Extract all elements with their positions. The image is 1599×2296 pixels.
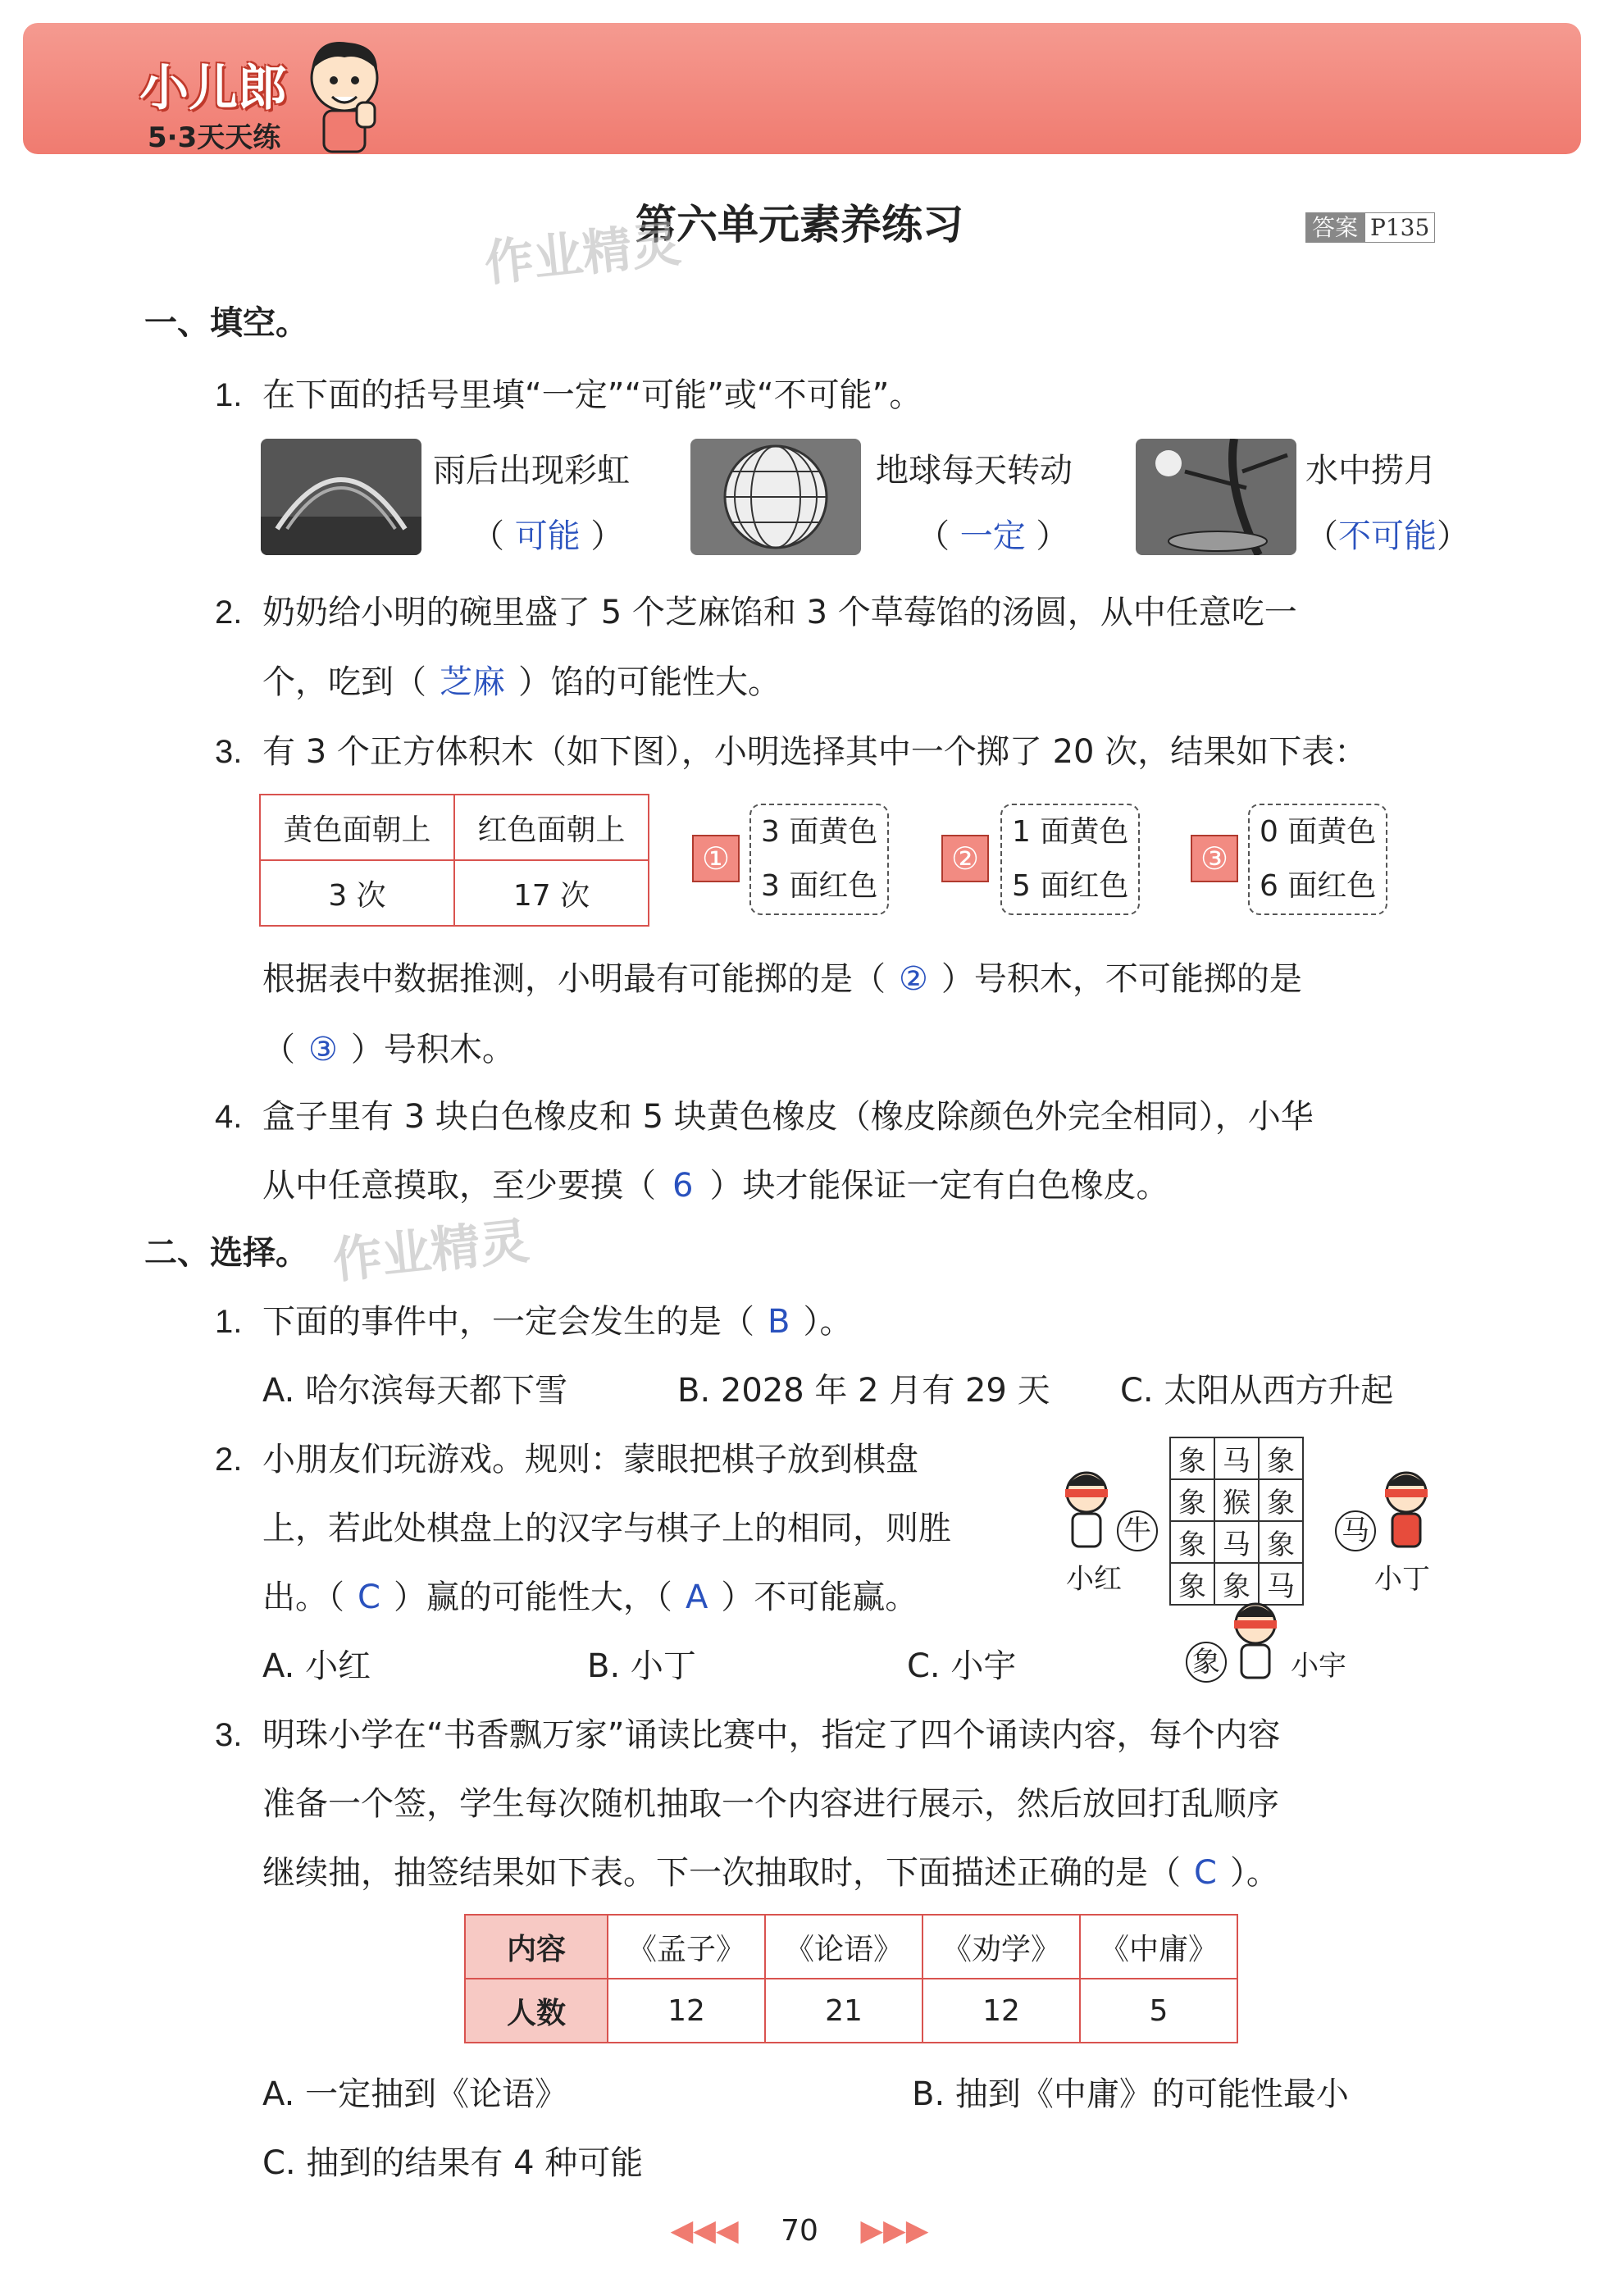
q1-item1-answer-line: （ 可能 ） — [472, 517, 624, 555]
answer-page: P135 — [1364, 212, 1435, 243]
q1-item3-answer-line: （不可能） — [1305, 517, 1469, 555]
q1-item2-answer-line: （ 一定 ） — [917, 517, 1069, 555]
s1-q3-text: 3. 有 3 个正方体积木（如下图），小明选择其中一个掷了 20 次，结果如下表： — [215, 733, 1368, 771]
game-board — [1169, 1437, 1304, 1606]
board-cell: 马 — [1214, 1437, 1259, 1479]
board-cell: 马 — [1214, 1521, 1259, 1563]
s2-q3-line3: 继续抽，抽签结果如下表。下一次抽取时，下面描述正确的是（ C ）。 — [262, 1854, 1279, 1892]
brand-logo: 小儿郎 — [139, 60, 287, 117]
player-piece: 马 — [1335, 1510, 1376, 1551]
blindfolded-kid-icon — [1227, 1599, 1284, 1681]
q1-item3-caption: 水中捞月 — [1305, 452, 1437, 490]
s1-q2-line1: 2. 奶奶给小明的碗里盛了 5 个芝麻馅和 3 个草莓馅的汤圆，从中任意吃一 — [215, 594, 1297, 631]
s2-q1-option-a: A. 哈尔滨每天都下雪 — [262, 1372, 568, 1410]
board-cell: 马 — [1259, 1563, 1303, 1605]
page-number: 70 — [781, 2214, 818, 2248]
s2-q2-option-c: C. 小宇 — [907, 1647, 1017, 1685]
moon-in-water-photo-icon — [1136, 439, 1296, 555]
cube-2-icon: ② — [941, 835, 989, 882]
table-cell: 5 — [1080, 1979, 1237, 2043]
table-header: 人数 — [465, 1979, 608, 2043]
s1-q3-answer1: ② — [899, 960, 928, 998]
table-header: 内容 — [465, 1915, 608, 1979]
board-cell: 象 — [1170, 1563, 1214, 1605]
globe-photo-icon — [690, 439, 861, 555]
s1-q3-line1: 根据表中数据推测，小明最有可能掷的是（ ② ）号积木，不可能掷的是 — [262, 960, 1302, 998]
s2-q1-answer: B — [768, 1303, 790, 1341]
table-header: 《中庸》 — [1080, 1915, 1237, 1979]
s2-q3-answer: C — [1194, 1854, 1217, 1892]
s2-q3-line2: 准备一个签，学生每次随机抽取一个内容进行展示，然后放回打乱顺序 — [262, 1785, 1279, 1823]
s1-q1-text: 1. 在下面的括号里填“一定”“可能”或“不可能”。 — [215, 376, 922, 414]
table-header: 红色面朝上 — [454, 795, 649, 860]
s2-q1-option-b: B. 2028 年 2 月有 29 天 — [677, 1372, 1050, 1410]
blindfolded-kid-icon — [1058, 1468, 1115, 1550]
table-cell: 3 次 — [260, 860, 454, 926]
s2-q2-answer1: C — [358, 1578, 380, 1616]
player-name: 小丁 — [1374, 1563, 1430, 1596]
s1-q4-line1: 4. 盒子里有 3 块白色橡皮和 5 块黄色橡皮（橡皮除颜色外完全相同），小华 — [215, 1098, 1314, 1136]
board-cell: 象 — [1170, 1521, 1214, 1563]
s2-q2-line1: 2. 小朋友们玩游戏。规则：蒙眼把棋子放到棋盘 — [215, 1441, 918, 1478]
board-cell: 象 — [1259, 1521, 1303, 1563]
s2-q2-line2: 上，若此处棋盘上的汉字与棋子上的相同，则胜 — [262, 1510, 951, 1547]
player-piece: 象 — [1186, 1642, 1227, 1683]
page-footer — [0, 2214, 1599, 2248]
s2-q3-option-a: A. 一定抽到《论语》 — [262, 2075, 568, 2113]
dice-result-table — [259, 794, 649, 927]
board-cell: 象 — [1259, 1437, 1303, 1479]
s2-q3-option-b: B. 抽到《中庸》的可能性最小 — [912, 2075, 1349, 2113]
table-cell: 17 次 — [454, 860, 649, 926]
board-cell: 象 — [1214, 1563, 1259, 1605]
q1-item1-caption: 雨后出现彩虹 — [433, 452, 630, 490]
board-cell: 象 — [1170, 1479, 1214, 1521]
cube-3-icon: ③ — [1191, 835, 1238, 882]
board-cell: 猴 — [1214, 1479, 1259, 1521]
blindfolded-kid-icon — [1378, 1468, 1435, 1550]
q1-item2-caption: 地球每天转动 — [876, 452, 1073, 490]
player-name: 小宇 — [1291, 1650, 1346, 1683]
s1-q2-answer: 芝麻 — [440, 663, 505, 701]
table-cell: 12 — [608, 1979, 765, 2043]
s2-q1-text: 1. 下面的事件中，一定会发生的是（ B ）。 — [215, 1303, 853, 1341]
s2-q2-option-b: B. 小丁 — [587, 1647, 696, 1685]
s1-q4-line2: 从中任意摸取，至少要摸（ 6 ）块才能保证一定有白色橡皮。 — [262, 1167, 1169, 1205]
table-cell: 21 — [765, 1979, 922, 2043]
brand-series: 5·3天天练 — [148, 121, 281, 154]
next-arrows-icon: ▶▶▶ — [860, 2214, 929, 2248]
s2-q2-line3: 出。（ C ）赢的可能性大，（ A ）不可能赢。 — [262, 1578, 918, 1616]
s2-q1-option-c: C. 太阳从西方升起 — [1120, 1372, 1394, 1410]
table-cell: 12 — [922, 1979, 1080, 2043]
prev-arrows-icon: ◀◀◀ — [670, 2214, 739, 2248]
table-header: 黄色面朝上 — [260, 795, 454, 860]
s1-q2-line2: 个，吃到（ 芝麻 ）馅的可能性大。 — [262, 663, 781, 701]
s1-q4-answer: 6 — [672, 1167, 694, 1205]
section2-heading: 二、选择。 — [144, 1234, 308, 1272]
cube-3-desc: 0 面黄色 6 面红色 — [1248, 804, 1387, 915]
watermark: 作业精灵 — [481, 215, 684, 294]
rainbow-photo-icon — [261, 439, 421, 555]
table-header: 《劝学》 — [922, 1915, 1080, 1979]
answer-reference — [1305, 210, 1435, 243]
s2-q3-option-c: C. 抽到的结果有 4 种可能 — [262, 2144, 644, 2182]
s2-q3-line1: 3. 明珠小学在“书香飘万家”诵读比赛中，指定了四个诵读内容，每个内容 — [215, 1716, 1281, 1754]
s2-q2-answer2: A — [685, 1578, 708, 1616]
table-header: 《论语》 — [765, 1915, 922, 1979]
mascot-icon — [299, 33, 390, 156]
player-piece: 牛 — [1117, 1510, 1158, 1551]
cube-2-desc: 1 面黄色 5 面红色 — [1000, 804, 1140, 915]
watermark: 作业精灵 — [330, 1212, 532, 1291]
cube-1-icon: ① — [692, 835, 740, 882]
s2-q2-option-a: A. 小红 — [262, 1647, 371, 1685]
draw-result-table — [464, 1914, 1238, 2043]
answer-tag: 答案 — [1305, 212, 1364, 243]
board-cell: 象 — [1259, 1479, 1303, 1521]
cube-1-desc: 3 面黄色 3 面红色 — [749, 804, 889, 915]
player-name: 小红 — [1066, 1563, 1122, 1596]
s1-q3-answer2: ③ — [308, 1031, 338, 1068]
board-cell: 象 — [1170, 1437, 1214, 1479]
section1-heading: 一、填空。 — [144, 304, 308, 342]
page-title: 第六单元素养练习 — [636, 201, 963, 248]
s1-q3-line2: （ ③ ）号积木。 — [262, 1031, 515, 1068]
table-header: 《孟子》 — [608, 1915, 765, 1979]
